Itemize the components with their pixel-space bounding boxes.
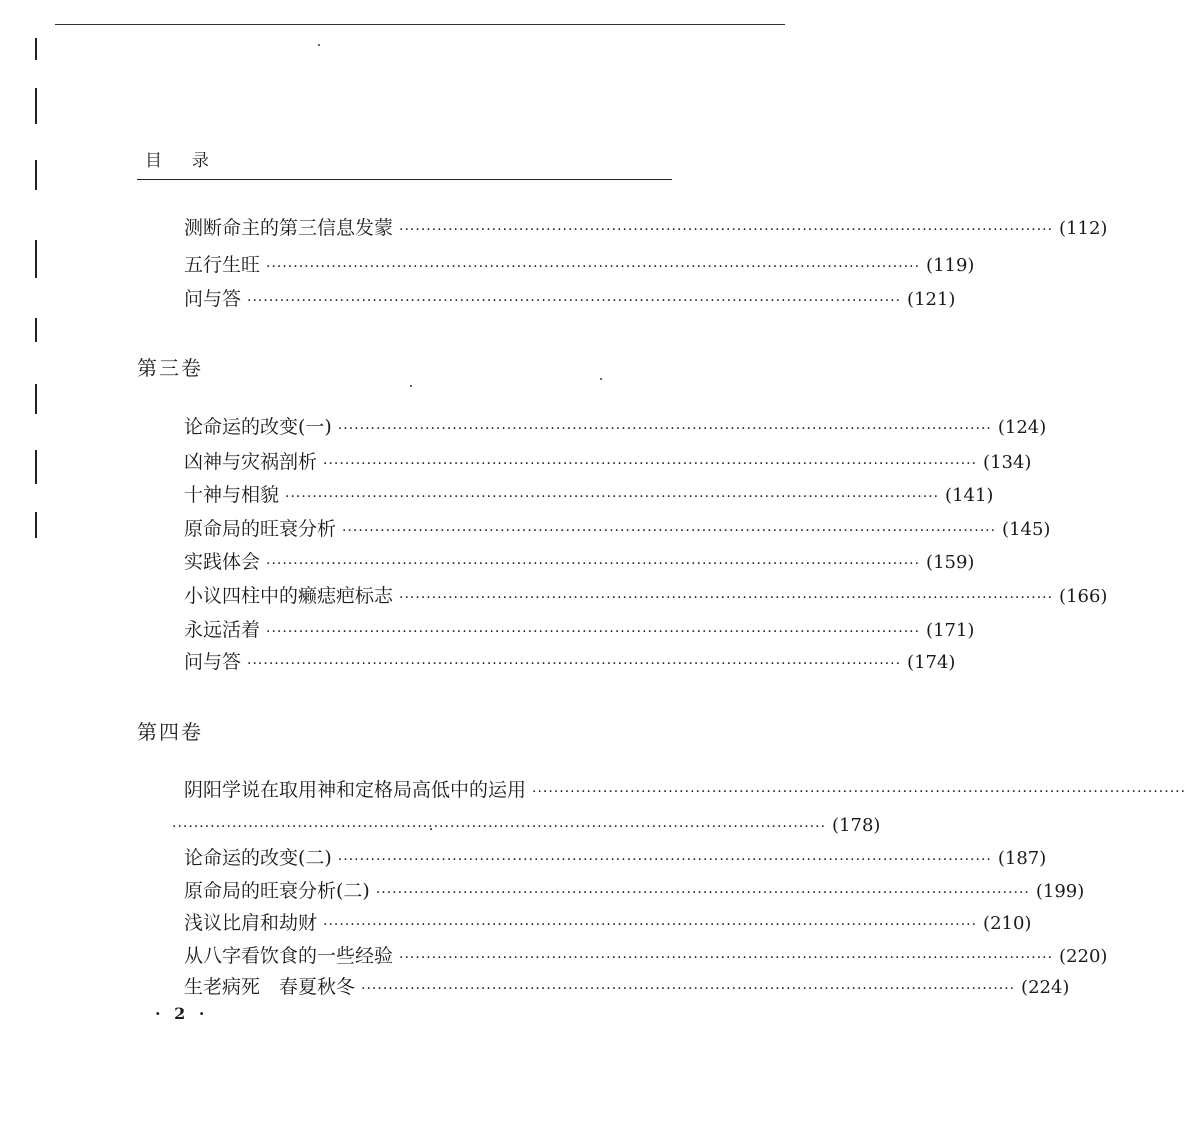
toc-entry [184,647,956,677]
toc-entry-page: (210) [983,913,1032,934]
toc-entry-title: 原命局的旺衰分析(二) [184,880,370,902]
toc-entry-page: (199) [1035,881,1085,902]
toc-entry-page: (159) [926,552,975,573]
toc-entry [184,284,956,314]
section-heading: 第三卷 [137,356,203,380]
dot-leader: ························································································································ [266,259,921,275]
toc-entry-page: (141) [945,485,994,506]
toc-entry [184,843,1047,873]
toc-entry [184,972,1070,1002]
toc-entry-title: 十神与相貌 [184,484,280,506]
toc-entry-title: 凶神与灾祸剖析 [184,451,318,473]
toc-entry [184,547,975,577]
toc-entry-page: (134) [983,452,1032,473]
page-header-title: 目录 [145,151,239,171]
toc-entry-page: (112) [1059,218,1108,239]
toc-entry-page: (224) [1021,977,1070,998]
dot-leader: ························································································································ [266,556,921,572]
binding-mark [35,450,37,484]
toc-entry-title: 小议四柱中的癞痣疤标志 [184,585,394,607]
dot-leader: ························································································································ [399,222,1054,238]
binding-mark [35,88,37,124]
toc-entry [184,412,1047,442]
toc-entry [184,876,1085,906]
toc-entry [184,615,975,645]
dot-leader: ························································································································ [247,293,902,309]
toc-entry [184,908,1032,938]
scan-top-edge [55,24,785,25]
toc-entry [184,581,1108,611]
toc-entry-page: (220) [1059,946,1108,967]
toc-entry [184,447,1032,477]
toc-entry-title: 问与答 [184,651,242,673]
toc-entry [184,213,1108,243]
toc-entry-page: (124) [997,417,1047,438]
toc-entry-title: 原命局的旺衰分析 [184,518,337,540]
toc-entry-title: 问与答 [184,288,242,310]
toc-entry [184,480,994,510]
binding-mark [35,384,37,414]
toc-entry-title: 五行生旺 [184,254,261,276]
dot-leader: ························································································································ [323,917,978,933]
dot-leader: ························································································································ [247,656,902,672]
dot-leader: ························································································································ [399,590,1054,606]
toc-entry [184,514,1051,544]
toc-entry [184,941,1108,971]
toc-entry-title: 阴阳学说在取用神和定格局高低中的运用 [184,779,527,801]
section-heading: 第四卷 [137,720,203,744]
toc-entry-page: (145) [1002,519,1051,540]
toc-entry-title: 测断命主的第三信息发蒙 [184,217,394,239]
dot-leader: ························································································································ [337,421,992,437]
page-number: · 2 · [155,1004,209,1023]
toc-entry-page: (187) [997,848,1047,869]
toc-entry-title: 永远活着 [184,619,261,641]
header-rule [137,179,672,180]
toc-entry-page: (121) [907,289,956,310]
scan-speck [410,385,412,387]
toc-entry-page: (166) [1059,586,1108,607]
dot-leader: ························································································································ [361,981,1016,997]
toc-entry-title: 实践体会 [184,551,261,573]
dot-leader: ························································································································ [342,523,997,539]
toc-entry-page: (174) [907,652,956,673]
toc-entry-wrapped-title [184,775,1186,805]
toc-entry [184,250,975,280]
toc-entry-title: 从八字看饮食的一些经验 [184,945,394,967]
toc-entry-title: 论命运的改变(一) [184,416,332,438]
toc-entry-continuation [172,811,881,841]
dot-leader: ························································································································ [172,819,827,835]
scan-speck [600,378,602,380]
scan-speck [318,44,320,46]
binding-mark [35,512,37,538]
binding-mark [35,38,37,60]
binding-mark [35,240,37,278]
toc-entry-page: (178) [832,815,881,836]
dot-leader: ························································································································ [266,624,921,640]
dot-leader: ························································································································ [532,784,1186,800]
toc-entry-page: (171) [926,620,975,641]
dot-leader: ························································································································ [285,489,940,505]
toc-entry-title: 浅议比肩和劫财 [184,912,318,934]
binding-mark [35,160,37,190]
dot-leader: ························································································································ [399,950,1054,966]
dot-leader: ························································································································ [337,852,992,868]
toc-entry-title: 论命运的改变(二) [184,847,332,869]
toc-entry-title: 生老病死 春夏秋冬 [184,976,356,998]
toc-entry-page: (119) [926,255,975,276]
dot-leader: ························································································································ [323,456,978,472]
dot-leader: ························································································································ [375,885,1030,901]
binding-mark [35,318,37,342]
